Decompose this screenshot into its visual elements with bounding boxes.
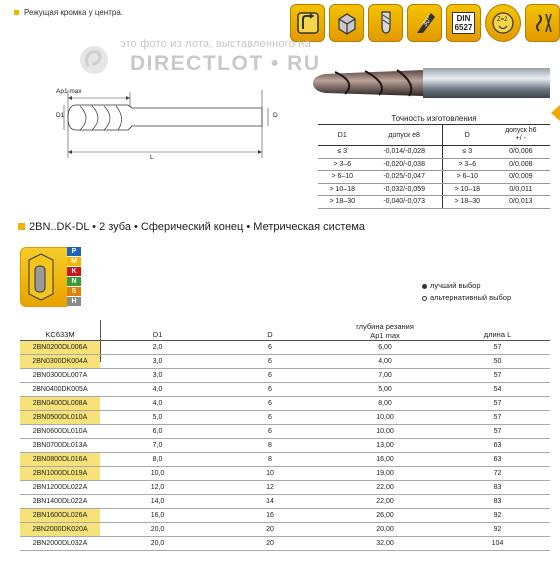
precision-header: D1	[318, 125, 366, 146]
cell-ap: 4,00	[378, 358, 392, 365]
cell-d: 6	[268, 358, 272, 365]
cell-length: 57	[493, 344, 502, 351]
cell-d: 6	[268, 372, 272, 379]
cell-ap: 19,00	[376, 470, 394, 477]
precision-cell: > 3–6	[318, 158, 366, 171]
table-row	[20, 537, 550, 551]
table-row	[20, 425, 550, 439]
tool-photo	[305, 58, 550, 104]
precision-cell: > 6–10	[318, 171, 366, 184]
heading-text: 2BN..DK-DL • 2 зуба • Сферический конец • Метрическая система	[29, 221, 366, 233]
watermark-logo-icon	[74, 40, 114, 80]
header-code: KC633M	[45, 330, 75, 339]
cell-ap: 13,00	[376, 442, 394, 449]
cell-d: 10	[266, 470, 274, 477]
precision-cell: > 18–30	[318, 196, 366, 209]
cell-d1: 12,0	[150, 484, 165, 491]
precision-cell: 0/0,013	[492, 196, 550, 209]
cell-length: 57	[493, 414, 502, 421]
legend-best	[422, 281, 481, 290]
precision-cell: -0,032/-0,059	[366, 183, 442, 196]
cell-code: 2BN1000DL019A	[20, 467, 100, 480]
precision-cell: 0/0,006	[492, 146, 550, 159]
cell-code: 2BN1400DL022A	[32, 498, 88, 505]
cell-ap: 22,00	[376, 484, 394, 491]
coolant-off-icon	[525, 4, 560, 42]
precision-cell: > 3–6	[442, 158, 491, 171]
table-row	[20, 467, 550, 481]
material-m: M	[67, 257, 81, 267]
material-k: K	[67, 267, 81, 277]
cell-d1: 6,0	[152, 428, 163, 435]
helix-icon	[290, 4, 325, 42]
empty-dot-icon	[422, 296, 427, 301]
table-row	[20, 355, 550, 369]
table-row	[20, 439, 550, 453]
cell-d: 6	[268, 414, 272, 421]
precision-cell: > 18–30	[442, 196, 491, 209]
cell-d: 6	[268, 344, 272, 351]
precision-cell: > 10–18	[442, 183, 491, 196]
precision-cell: -0,040/-0,073	[366, 196, 442, 209]
header-depth	[325, 322, 445, 340]
cell-d1: 7,0	[152, 442, 163, 449]
precision-cell: -0,020/-0,038	[366, 158, 442, 171]
table-row	[20, 341, 550, 355]
cell-code: 2BN1200DL022A	[32, 484, 88, 491]
cell-ap: 5,00	[378, 386, 392, 393]
precision-cell: ≤ 3	[442, 146, 491, 159]
cell-length: 63	[493, 456, 502, 463]
legend-alt	[422, 293, 511, 302]
table-row	[20, 523, 550, 537]
cell-d1: 14,0	[150, 498, 165, 505]
header-length: длина L	[483, 330, 512, 339]
cell-d1: 16,0	[150, 512, 165, 519]
cell-d1: 2,0	[152, 344, 163, 351]
table-row	[20, 369, 550, 383]
precision-row	[318, 158, 550, 171]
cell-d: 6	[268, 428, 272, 435]
cell-ap: 26,00	[376, 512, 394, 519]
cell-d: 8	[268, 442, 272, 449]
heading-bullet	[18, 223, 25, 230]
cell-code: 2BN0500DL010A	[20, 411, 100, 424]
l-label: L	[150, 154, 154, 161]
cell-code: 2BN0400DL008A	[20, 397, 100, 410]
cell-code: 2BN1600DL026A	[20, 509, 100, 522]
note-bullet	[14, 10, 19, 15]
watermark-brand: DIRECTLOT • RU	[130, 52, 321, 75]
ball-end-icon	[368, 4, 403, 42]
cell-code: 2BN0600DL010A	[32, 428, 88, 435]
precision-row	[318, 183, 550, 196]
cell-d: 14	[266, 498, 274, 505]
cell-d1: 3,0	[152, 358, 163, 365]
table-row	[20, 509, 550, 523]
cell-length: 83	[493, 484, 502, 491]
material-h: H	[67, 297, 81, 307]
cell-code: 2BN0400DK005A	[32, 386, 88, 393]
cell-ap: 20,00	[376, 526, 394, 533]
cell-code: 2BN0800DL016A	[20, 453, 100, 466]
precision-cell: 0/0,008	[492, 158, 550, 171]
header-d1: D1	[152, 330, 163, 339]
cell-code: 2BN2000DL032A	[32, 540, 88, 547]
cutting-edge-note	[14, 8, 123, 17]
table-row	[20, 397, 550, 411]
cell-d1: 5,0	[152, 414, 163, 421]
table-row	[20, 453, 550, 467]
angle-30-icon	[407, 4, 442, 42]
precision-header-row	[318, 125, 550, 146]
table-row	[20, 383, 550, 397]
precision-cell: -0,014/-0,028	[366, 146, 442, 159]
note-text: Режущая кромка у центра.	[24, 8, 123, 17]
material-n: N	[67, 277, 81, 287]
ap-label: Ap1 max	[56, 88, 82, 95]
svg-text:30°: 30°	[421, 15, 433, 29]
cell-ap: 32,00	[376, 540, 394, 547]
cell-length: 104	[491, 540, 504, 547]
feature-badges	[290, 4, 560, 44]
precision-title: Точность изготовления	[391, 114, 477, 123]
product-table	[20, 341, 550, 551]
cell-ap: 6,00	[378, 344, 392, 351]
cell-d1: 8,0	[152, 456, 163, 463]
cell-d: 6	[268, 400, 272, 407]
din-icon: DIN 6527	[446, 4, 481, 42]
cell-length: 72	[493, 470, 502, 477]
legend-best-label: лучший выбор	[430, 281, 481, 290]
cell-length: 57	[493, 428, 502, 435]
precision-cell: > 6–10	[442, 171, 491, 184]
section-heading	[18, 221, 365, 233]
table-row	[20, 495, 550, 509]
cell-d: 6	[268, 386, 272, 393]
precision-cell: 0/0,009	[492, 171, 550, 184]
cell-d: 12	[266, 484, 274, 491]
table-row	[20, 411, 550, 425]
d-label: D	[273, 112, 278, 119]
cell-length: 54	[493, 386, 502, 393]
precision-cell: > 10–18	[318, 183, 366, 196]
material-p: P	[67, 247, 81, 257]
precision-row	[318, 196, 550, 209]
filled-dot-icon	[422, 284, 427, 289]
cell-d: 20	[266, 526, 274, 533]
cube-icon	[329, 4, 364, 42]
precision-cell: 0/0,011	[492, 183, 550, 196]
cell-length: 50	[493, 358, 502, 365]
d1-label: D1	[56, 112, 65, 119]
cell-ap: 16,00	[376, 456, 394, 463]
cell-ap: 10,00	[376, 428, 394, 435]
header-depth-line1: глубина резания	[356, 322, 414, 331]
cell-code: 2BN0300DL007A	[32, 372, 88, 379]
cell-length: 63	[493, 442, 502, 449]
cell-ap: 10,00	[376, 414, 394, 421]
cell-d1: 4,0	[152, 386, 163, 393]
cell-d: 20	[266, 540, 274, 547]
cell-length: 57	[493, 372, 502, 379]
cell-d1: 20,0	[150, 526, 165, 533]
cell-length: 92	[493, 512, 502, 519]
cell-length: 57	[493, 400, 502, 407]
cell-d1: 4,0	[152, 400, 163, 407]
precision-cell: ≤ 3	[318, 146, 366, 159]
precision-row	[318, 146, 550, 159]
cell-code: 2BN0700DL013A	[32, 442, 88, 449]
precision-table	[318, 124, 550, 209]
svg-text:Z=2: Z=2	[497, 17, 508, 23]
watermark-text: это фото из лота, выставленного на	[120, 38, 311, 50]
table-row	[20, 481, 550, 495]
cell-code: 2BN0200DL006A	[20, 341, 100, 354]
material-s: S	[67, 287, 81, 297]
header-depth-line2: Ap1 max	[370, 331, 400, 340]
legend-alt-label: альтернативный выбор	[430, 293, 512, 302]
cell-ap: 8,00	[378, 400, 392, 407]
cell-d: 8	[268, 456, 272, 463]
cell-ap: 22,00	[376, 498, 394, 505]
header-d: D	[267, 330, 273, 339]
cell-d1: 3,0	[152, 372, 163, 379]
precision-header: допуск h6 +/ -	[492, 125, 550, 146]
cell-d1: 20,0	[150, 540, 165, 547]
cell-code: 2BN0300DK004A	[20, 355, 100, 368]
precision-header: допуск e8	[366, 125, 442, 146]
material-group-column	[67, 247, 81, 307]
precision-cell: -0,025/-0,047	[366, 171, 442, 184]
cell-ap: 7,00	[378, 372, 392, 379]
cell-length: 92	[493, 526, 502, 533]
cell-d1: 10,0	[150, 470, 165, 477]
precision-header: D	[442, 125, 491, 146]
cell-d: 16	[266, 512, 274, 519]
cell-code: 2BN2000DK020A	[20, 523, 100, 536]
precision-row	[318, 171, 550, 184]
flutes-icon	[485, 4, 521, 42]
cell-length: 83	[493, 498, 502, 505]
page-edge-marker	[551, 105, 560, 121]
